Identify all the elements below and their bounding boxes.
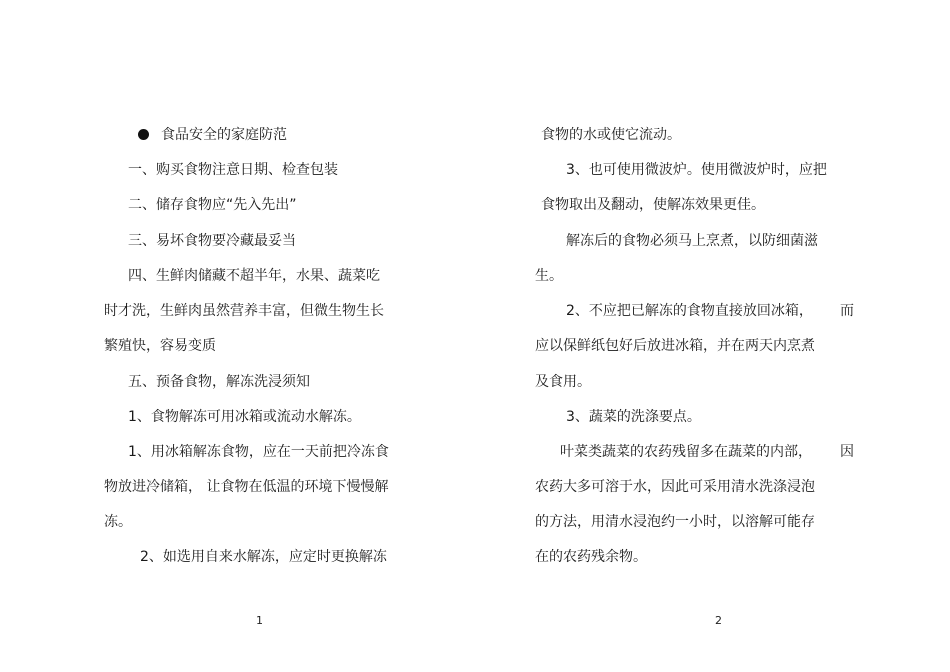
paragraph-line: 四、生鲜肉储藏不超半年，水果、蔬菜吃 (128, 268, 380, 284)
paragraph-line: 食物取出及翻动，使解冻效果更佳。 (541, 197, 765, 213)
paragraph-line: 因 (840, 444, 854, 460)
paragraph-line: 食物的水或使它流动。 (541, 127, 681, 143)
paragraph-line: 3、也可使用微波炉。使用微波炉时，应把 (566, 162, 827, 178)
paragraph-line: 1、用冰箱解冻食物，应在一天前把冷冻食 (128, 444, 389, 460)
paragraph-line: 解冻后的食物必须马上烹煮，以防细菌滋 (566, 233, 818, 249)
paragraph-line: 在的农药残余物。 (535, 549, 647, 565)
paragraph-line: 繁殖快，容易变质 (104, 338, 216, 354)
paragraph-line: 及食用。 (535, 374, 591, 390)
paragraph-line: 2、不应把已解冻的食物直接放回冰箱， (566, 303, 813, 319)
paragraph-line: 应以保鲜纸包好后放进冰箱，并在两天内烹煮 (535, 338, 815, 354)
paragraph-line: 时才洗，生鲜肉虽然营养丰富，但微生物生长 (104, 303, 384, 319)
paragraph-line: 3、蔬菜的洗涤要点。 (566, 409, 701, 425)
paragraph-line: 一、购买食物注意日期、检查包装 (128, 162, 338, 178)
section-heading: 食品安全的家庭防范 (161, 127, 287, 143)
page-number: 2 (715, 614, 722, 627)
paragraph-line: 2、如选用自来水解冻，应定时更换解冻 (140, 549, 387, 565)
paragraph-line: 1、食物解冻可用冰箱或流动水解冻。 (128, 409, 361, 425)
paragraph-line: 物放进冷储箱， 让食物在低温的环境下慢慢解 (104, 479, 389, 495)
paragraph-line: 叶菜类蔬菜的农药残留多在蔬菜的内部， (560, 444, 812, 460)
paragraph-line: 而 (840, 303, 854, 319)
paragraph-line: 二、储存食物应“先入先出” (128, 197, 297, 213)
bullet-icon (138, 129, 149, 140)
paragraph-line: 的方法，用清水浸泡约一小时，以溶解可能存 (535, 514, 815, 530)
paragraph-line: 冻。 (104, 514, 132, 530)
paragraph-line: 五、预备食物，解冻洗浸须知 (128, 374, 310, 390)
paragraph-line: 生。 (535, 268, 563, 284)
page-number: 1 (256, 614, 263, 627)
paragraph-line: 农药大多可溶于水，因此可采用清水洗涤浸泡 (535, 479, 815, 495)
document-page-2 (475, 0, 950, 672)
paragraph-line: 三、易坏食物要冷藏最妥当 (128, 233, 296, 249)
